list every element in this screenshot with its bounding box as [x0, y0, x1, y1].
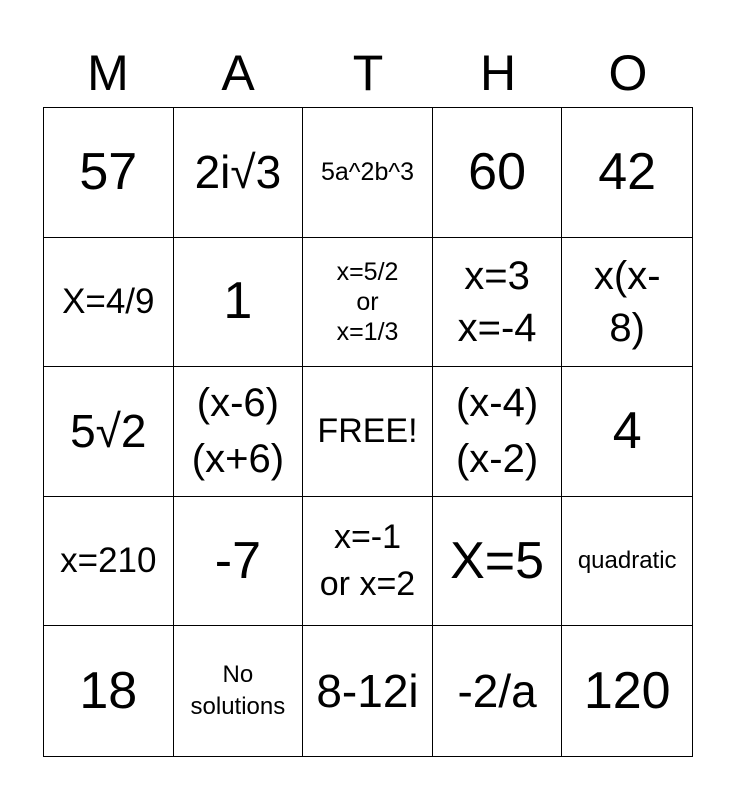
- bingo-cell[interactable]: [44, 626, 174, 756]
- cell-text: X=4/9: [62, 281, 155, 321]
- cell-text: 8-12i: [316, 664, 419, 717]
- cell-text: 42: [598, 142, 657, 201]
- cell-text: 1: [223, 272, 253, 331]
- cell-text: -2/a: [457, 664, 537, 717]
- cell-text: 57: [79, 142, 138, 201]
- cell-text: No solutions: [190, 660, 286, 721]
- bingo-cell[interactable]: [303, 108, 433, 238]
- bingo-cell[interactable]: [433, 497, 563, 627]
- bingo-cell[interactable]: [44, 108, 174, 238]
- bingo-cell[interactable]: [562, 367, 692, 497]
- bingo-cell[interactable]: [433, 626, 563, 756]
- cell-text: quadratic: [577, 547, 677, 575]
- bingo-cell[interactable]: [44, 238, 174, 368]
- bingo-cell[interactable]: [174, 626, 304, 756]
- bingo-cell[interactable]: [303, 626, 433, 756]
- bingo-cell[interactable]: [303, 497, 433, 627]
- bingo-cell[interactable]: [303, 238, 433, 368]
- bingo-cell[interactable]: [174, 367, 304, 497]
- cell-text: 60: [468, 142, 527, 201]
- header-letter-t: T: [352, 45, 384, 101]
- cell-text: 18: [79, 661, 138, 720]
- cell-text: x(x- 8): [593, 253, 661, 350]
- bingo-cell[interactable]: [433, 367, 563, 497]
- bingo-cell[interactable]: [433, 238, 563, 368]
- bingo-cell[interactable]: [562, 497, 692, 627]
- header-letter-a: A: [221, 45, 255, 101]
- cell-text: 120: [583, 661, 671, 720]
- bingo-cell[interactable]: [562, 108, 692, 238]
- bingo-cell[interactable]: [44, 497, 174, 627]
- cell-text: -7: [214, 531, 262, 590]
- bingo-cell[interactable]: [174, 238, 304, 368]
- cell-text: 5a^2b^3: [321, 158, 414, 187]
- cell-text: 5√2: [70, 405, 147, 458]
- bingo-cell[interactable]: [174, 108, 304, 238]
- bingo-cell[interactable]: [44, 367, 174, 497]
- bingo-header: [43, 40, 693, 106]
- header-letter-m: M: [87, 45, 129, 101]
- bingo-cell[interactable]: [562, 238, 692, 368]
- cell-text: (x-4) (x-2): [455, 381, 539, 482]
- cell-text: X=5: [450, 531, 545, 590]
- header-letter-o: O: [608, 45, 648, 101]
- cell-text: x=210: [60, 540, 157, 580]
- cell-text: x=3 x=-4: [457, 253, 537, 350]
- free-cell[interactable]: [303, 367, 433, 497]
- cell-text: (x-6) (x+6): [191, 381, 285, 482]
- bingo-cell[interactable]: [174, 497, 304, 627]
- bingo-cell[interactable]: [433, 108, 563, 238]
- bingo-cell[interactable]: [562, 626, 692, 756]
- header-letter-h: H: [479, 45, 517, 101]
- cell-text: x=5/2 or x=1/3: [336, 257, 399, 346]
- free-space-label: FREE!: [317, 411, 418, 450]
- cell-text: 2i√3: [194, 145, 282, 198]
- cell-text: 4: [612, 401, 642, 460]
- cell-text: x=-1 or x=2: [319, 517, 416, 604]
- bingo-board: [43, 107, 693, 757]
